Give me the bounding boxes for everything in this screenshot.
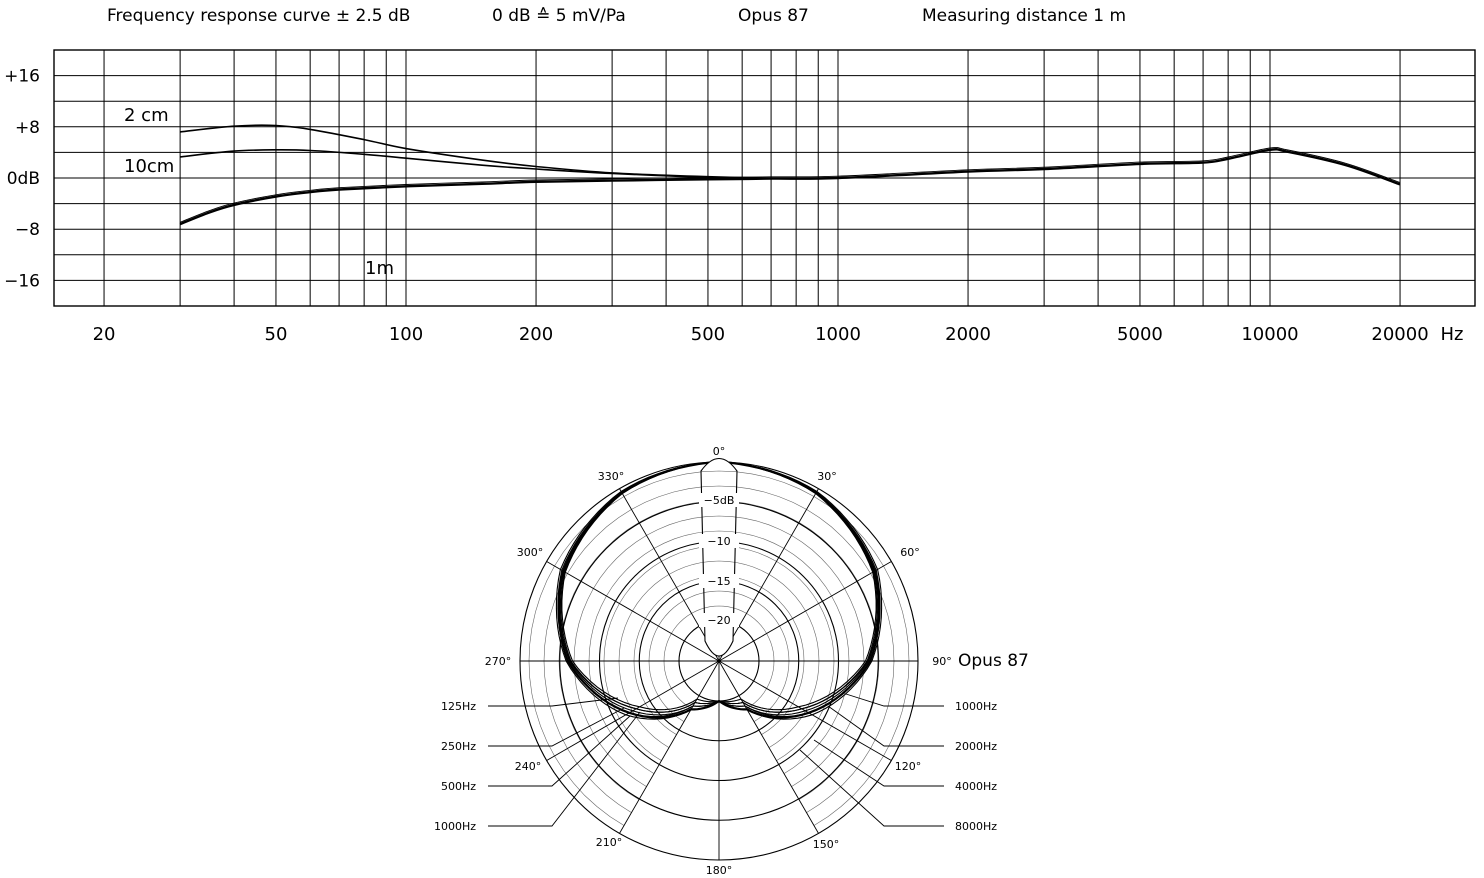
y-tick-label: −8	[14, 220, 40, 241]
legend-left-label: 1000Hz	[433, 820, 476, 833]
series-line-2-cm	[180, 125, 838, 178]
legend-right-label: 4000Hz	[955, 780, 998, 793]
x-tick-label: 50	[264, 324, 288, 345]
x-tick-label: 10000	[1241, 324, 1299, 345]
polar-angle-label: 150°	[812, 838, 840, 851]
y-axis-ticks	[4, 67, 40, 292]
x-tick-label: 2000	[945, 324, 991, 345]
polar-title: Opus 87	[958, 651, 1029, 671]
legend-right-label: 1000Hz	[955, 700, 998, 713]
x-tick-label: 1000	[815, 324, 861, 345]
polar-angle-label: 0°	[712, 445, 726, 458]
reference-level: 0 dB ≙ 5 mV/Pa	[492, 6, 626, 26]
series-line-1m-tolerance	[180, 147, 1400, 222]
legend-left-leader	[488, 708, 624, 746]
model-name: Opus 87	[738, 6, 809, 26]
x-tick-label: 200	[518, 324, 554, 345]
polar-spoke	[620, 661, 720, 833]
y-tick-label: +16	[4, 66, 40, 87]
curve-label-1m: 1m	[365, 258, 394, 279]
polar-angle-label: 90°	[932, 655, 952, 668]
curve-label-10cm: 10cm	[124, 156, 175, 177]
legend-right-leader	[846, 694, 944, 706]
legend-left-label: 250Hz	[440, 740, 476, 753]
polar-angle-label: 30°	[817, 470, 837, 483]
polar-ring-label: −15	[707, 575, 731, 588]
legend-left-label: 500Hz	[440, 780, 476, 793]
x-tick-label: 20	[92, 324, 116, 345]
polar-angle-label: 270°	[484, 655, 512, 668]
polar-ring-label: −20	[707, 614, 731, 627]
polar-ring-label: −10	[707, 535, 731, 548]
y-tick-label: 0dB	[6, 169, 40, 189]
x-tick-label: 500	[690, 324, 726, 345]
curve-label-2cm: 2 cm	[124, 105, 169, 126]
polar-angle-label: 300°	[516, 546, 544, 559]
polar-angle-label: 180°	[705, 864, 733, 877]
polar-spoke	[547, 562, 719, 662]
x-tick-label: 5000	[1117, 324, 1163, 345]
polar-angle-label: 240°	[514, 760, 542, 773]
polar-angle-label: 60°	[900, 546, 920, 559]
x-tick-label: 20000	[1371, 324, 1429, 345]
x-unit-label: Hz	[1440, 324, 1464, 345]
y-tick-label: +8	[14, 117, 40, 138]
y-tick-label: −16	[4, 271, 40, 292]
polar-spoke	[719, 661, 819, 833]
x-axis-ticks	[93, 324, 1464, 345]
polar-angle-label: 210°	[595, 836, 623, 849]
polar-angle-label: 120°	[894, 760, 922, 773]
response-curves	[124, 105, 1400, 279]
measuring-distance: Measuring distance 1 m	[922, 6, 1127, 26]
legend-left-leader	[488, 712, 640, 826]
polar-angle-label: 330°	[597, 470, 625, 483]
legend-right-label: 2000Hz	[955, 740, 998, 753]
legend-right-label: 8000Hz	[955, 820, 998, 833]
chart-title: Frequency response curve ± 2.5 dB	[107, 6, 411, 26]
legend-left-label: 125Hz	[440, 700, 476, 713]
x-tick-label: 100	[388, 324, 424, 345]
polar-ring-label: −5dB	[703, 494, 735, 507]
polar-spoke	[719, 562, 891, 662]
